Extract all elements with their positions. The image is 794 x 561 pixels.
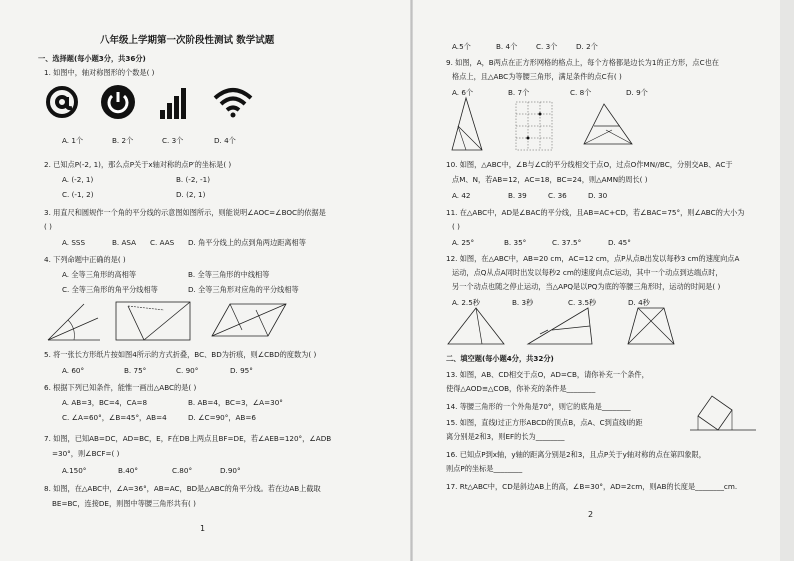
q8-line2: BE=BC，连接DE，则图中等腰三角形共有( ) xyxy=(52,499,196,508)
q13-figure xyxy=(626,304,676,348)
q15-stem: 15. 如图，直线l过正方形ABCD的顶点B，点A、C到直线l的距 xyxy=(446,418,643,427)
q8-stem: 8. 如图，在△ABC中，∠A=36°，AB=AC，BD是△ABC的角平分线。若在边AB上截取 xyxy=(44,484,321,493)
q3-stem: 3. 用直尺和圆规作一个角的平分线的示意图如图所示，则能说明∠AOC=∠BOC的依据是 xyxy=(44,208,326,217)
wifi-icon xyxy=(212,86,254,118)
q7-option-b: B.40° xyxy=(118,466,138,475)
q16-stem: 16. 已知点P到x轴，y轴的距离分别是2和3，且点P关于y轴对称的点在第四象限， xyxy=(446,450,706,459)
q4-option-a: A. 全等三角形的高相等 xyxy=(62,270,137,279)
q10-stem: 10. 如图，△ABC中，∠B与∠C的平分线相交于点O，过点O作MN//BC，分别交AB、AC于 xyxy=(446,160,733,169)
q13-stem: 13. 如图，AB、CD相交于点O，AD=CB，请你补充一个条件， xyxy=(446,370,649,379)
scan-edge xyxy=(780,0,794,561)
q12-triangle-figure xyxy=(526,304,596,348)
q11-option-d: D. 45° xyxy=(608,238,631,247)
signal-bars-icon xyxy=(158,84,192,120)
q3-angle-bisector-figure xyxy=(44,298,104,344)
q4-option-c: C. 全等三角形的角平分线相等 xyxy=(62,285,158,294)
q9-line2: 格点上，且△ABC为等腰三角形，满足条件的点C有( ) xyxy=(452,72,622,81)
right-page xyxy=(412,0,794,561)
q11-triangle-figure xyxy=(446,306,506,346)
q7-option-d: D.90° xyxy=(220,466,241,475)
q15-line2: 离分别是2和3，则EF的长为________ xyxy=(446,432,565,441)
q6-option-a: A. AB=3，BC=4，CA=8 xyxy=(62,398,148,407)
q2-option-c: C. (-1, 2) xyxy=(62,190,94,199)
q12-option-a: A. 2.5秒 xyxy=(452,298,480,307)
section-1-heading: 一、选择题(每小题3分，共36分) xyxy=(38,54,146,63)
q9-stem: 9. 如图，A，B两点在正方形网格的格点上，每个方格都是边长为1的正方形，点C也在 xyxy=(446,58,719,67)
q3-option-a: A. SSS xyxy=(62,238,86,247)
q10-option-a: A. 42 xyxy=(452,191,471,200)
q3-option-c: C. AAS xyxy=(150,238,175,247)
q17-stem: 17. Rt△ABC中，CD是斜边AB上的高，∠B=30°，AD=2cm，则AB的长度是________cm. xyxy=(446,482,738,491)
q5-option-c: C. 90° xyxy=(176,366,199,375)
q2-option-b: B. (-2, -1) xyxy=(176,175,211,184)
q11-option-a: A. 25° xyxy=(452,238,475,247)
q6-stem: 6. 根据下列已知条件，能惟一画出△ABC的是( ) xyxy=(44,383,197,392)
q12-line2: 运动，点Q从点A同时出发以每秒2 cm的速度向点C运动，其中一个动点到达端点时， xyxy=(452,268,723,277)
q7-line2: =30°，则∠BCF=( ) xyxy=(52,449,120,458)
q5-option-a: A. 60° xyxy=(62,366,85,375)
q8-option-b: B. 4个 xyxy=(496,42,518,51)
q4-option-b: B. 全等三角形的中线相等 xyxy=(188,270,270,279)
q5-option-d: D. 95° xyxy=(230,366,253,375)
q10-triangle-figure xyxy=(582,102,634,148)
q8-option-c: C. 3个 xyxy=(536,42,558,51)
q6-option-c: C. ∠A=60°，∠B=45°，AB=4 xyxy=(62,413,167,422)
q3-option-d: D. 角平分线上的点到角两边距离相等 xyxy=(188,238,306,247)
q1-stem: 1. 如图中，轴对称图形的个数是( ) xyxy=(44,68,155,77)
q10-option-c: C. 36 xyxy=(548,191,567,200)
q3-option-b: B. ASA xyxy=(112,238,137,247)
q12-option-c: C. 3.5秒 xyxy=(568,298,597,307)
q10-option-b: B. 39 xyxy=(508,191,527,200)
q1-option-d: D. 4个 xyxy=(214,136,236,145)
q8-option-d: D. 2个 xyxy=(576,42,598,51)
q4-option-d: D. 全等三角形对应角的平分线相等 xyxy=(188,285,299,294)
q2-option-d: D. (2, 1) xyxy=(176,190,206,199)
q4-stem: 4. 下列命题中正确的是( ) xyxy=(44,255,126,264)
at-sign-icon xyxy=(44,84,80,120)
q16-line2: 则点P的坐标是________ xyxy=(446,464,523,473)
q6-option-d: D. ∠C=90°，AB=6 xyxy=(188,413,256,422)
q5-folded-paper-figure xyxy=(114,296,194,344)
q11-option-c: C. 37.5° xyxy=(552,238,582,247)
q7-stem: 7. 如图，已知AB=DC，AD=BC，E，F在DB上两点且BF=DE，若∠AEB=120°，∠ADB xyxy=(44,434,332,443)
q10-option-d: D. 30 xyxy=(588,191,608,200)
q3-paren: ( ) xyxy=(44,222,52,231)
section-2-heading: 二、填空题(每小题4分，共32分) xyxy=(446,354,554,363)
q2-option-a: A. (-2, 1) xyxy=(62,175,94,184)
q1-option-a: A. 1个 xyxy=(62,136,84,145)
q1-option-b: B. 2个 xyxy=(112,136,134,145)
q11-paren: ( ) xyxy=(452,222,460,231)
q9-grid-figure xyxy=(514,100,554,152)
q9-option-a: A. 6个 xyxy=(452,88,474,97)
q12-stem: 12. 如图，在△ABC中，AB=20 cm，AC=12 cm，点P从点B出发以每秒3 cm的速度向点A xyxy=(446,254,740,263)
q7-parallelogram-figure xyxy=(208,300,288,340)
q1-option-c: C. 3个 xyxy=(162,136,184,145)
q14-stem: 14. 等腰三角形的一个外角是70°，则它的底角是________ xyxy=(446,402,631,411)
q2-stem: 2. 已知点P(-2, 1)，那么点P关于x轴对称的点P′的坐标是( ) xyxy=(44,160,232,169)
q5-option-b: B. 75° xyxy=(124,366,147,375)
q7-option-a: A.150° xyxy=(62,466,87,475)
q11-stem: 11. 在△ABC中，AD是∠BAC的平分线，且AB=AC+CD，若∠BAC=75°，则∠ABC的大小为 xyxy=(446,208,745,217)
q5-stem: 5. 将一张长方形纸片按如图4所示的方式折叠，BC、BD为折痕，则∠CBD的度数为( ) xyxy=(44,350,317,359)
q13-line2: 使得△AOD≌△COB，你补充的条件是________ xyxy=(446,384,596,393)
exam-title: 八年级上学期第一次阶段性测试 数学试题 xyxy=(100,35,275,46)
q12-option-b: B. 3秒 xyxy=(512,298,534,307)
page-number-right: 2 xyxy=(588,510,594,519)
q15-square-figure xyxy=(688,386,758,440)
q12-option-d: D. 4秒 xyxy=(628,298,650,307)
q9-option-d: D. 9个 xyxy=(626,88,648,97)
q6-option-b: B. AB=4，BC=3，∠A=30° xyxy=(188,398,283,407)
q10-line2: 点M、N，若AB=12，AC=18，BC=24，则△AMN的周长( ) xyxy=(452,175,648,184)
page-number-left: 1 xyxy=(200,524,206,533)
q7-option-c: C.80° xyxy=(172,466,193,475)
q9-option-b: B. 7个 xyxy=(508,88,530,97)
q12-line3: 另一个动点也随之停止运动，当△APQ是以PQ为底的等腰三角形时，运动的时间是( ) xyxy=(452,282,721,291)
power-icon xyxy=(100,84,136,120)
q8-triangle-figure xyxy=(448,96,488,154)
q8-option-a: A.5个 xyxy=(452,42,471,51)
q9-option-c: C. 8个 xyxy=(570,88,592,97)
q11-option-b: B. 35° xyxy=(504,238,527,247)
